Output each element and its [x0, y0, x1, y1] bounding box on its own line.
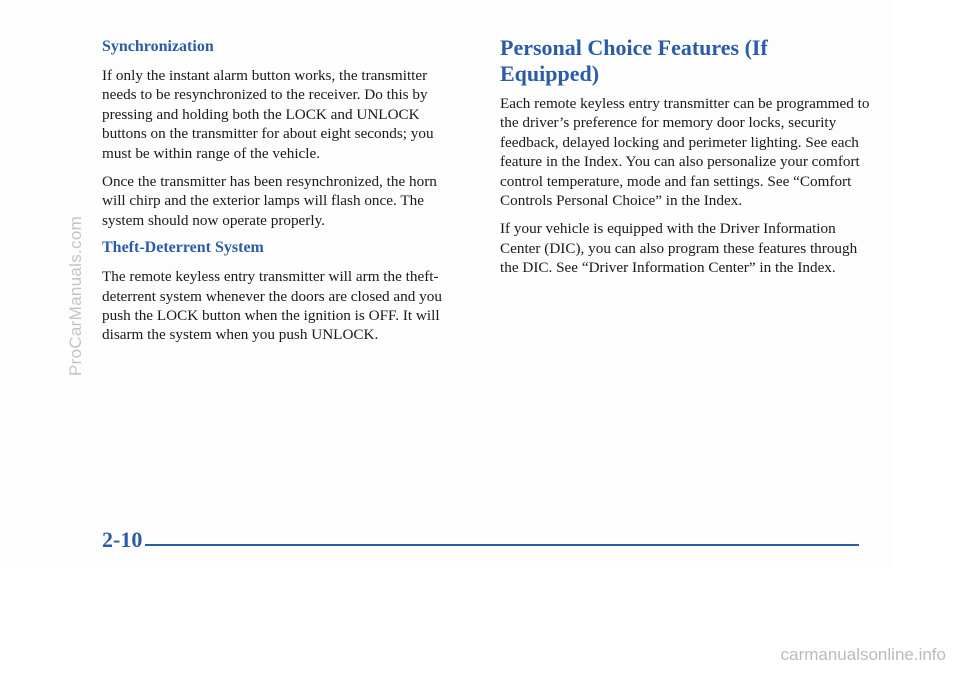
right-column [500, 30, 872, 287]
theft-deterrent-paragraph: The remote keyless entry transmitter will arm the theft-deterrent system whenever the doors are closed and you push the LOCK button when the ignition is OFF. It will disarm the system when you push UNLOCK. [102, 268, 442, 344]
page-number: 2-10 [102, 527, 143, 552]
personal-choice-heading: Personal Choice Features (If Equipped) [500, 35, 768, 86]
left-column [102, 30, 462, 354]
personal-choice-paragraph-2: If your vehicle is equipped with the Driver Information Center (DIC), you can also program these features through the DIC. See “Driver Information Center” in the Index. [500, 220, 858, 277]
personal-choice-paragraph-1: Each remote keyless entry transmitter can be programmed to the driver’s preference for memory door locks, security feedback, delayed locking and perimeter lighting. See each feature in the Index. You can also personalize your comfort control temperature, mode and fan settings. See “Comfort Controls Personal Choice” in the Index. [500, 95, 870, 210]
side-watermark: ProCarManuals.com [66, 215, 85, 376]
synchronization-paragraph-1: If only the instant alarm button works, the transmitter needs to be resynchronized to the receiver. Do this by pressing and holding both the LOCK and UNLOCK buttons on the transmitter for about eight seconds; you must be within range of the vehicle. [102, 67, 434, 162]
bottom-watermark: carmanualsonline.info [780, 645, 946, 664]
footer-rule [145, 544, 859, 546]
synchronization-heading: Synchronization [102, 38, 214, 55]
synchronization-paragraph-2: Once the transmitter has been resynchronized, the horn will chirp and the exterior lamps will flash once. The system should now operate properly. [102, 173, 437, 229]
theft-deterrent-heading: Theft-Deterrent System [102, 239, 264, 257]
